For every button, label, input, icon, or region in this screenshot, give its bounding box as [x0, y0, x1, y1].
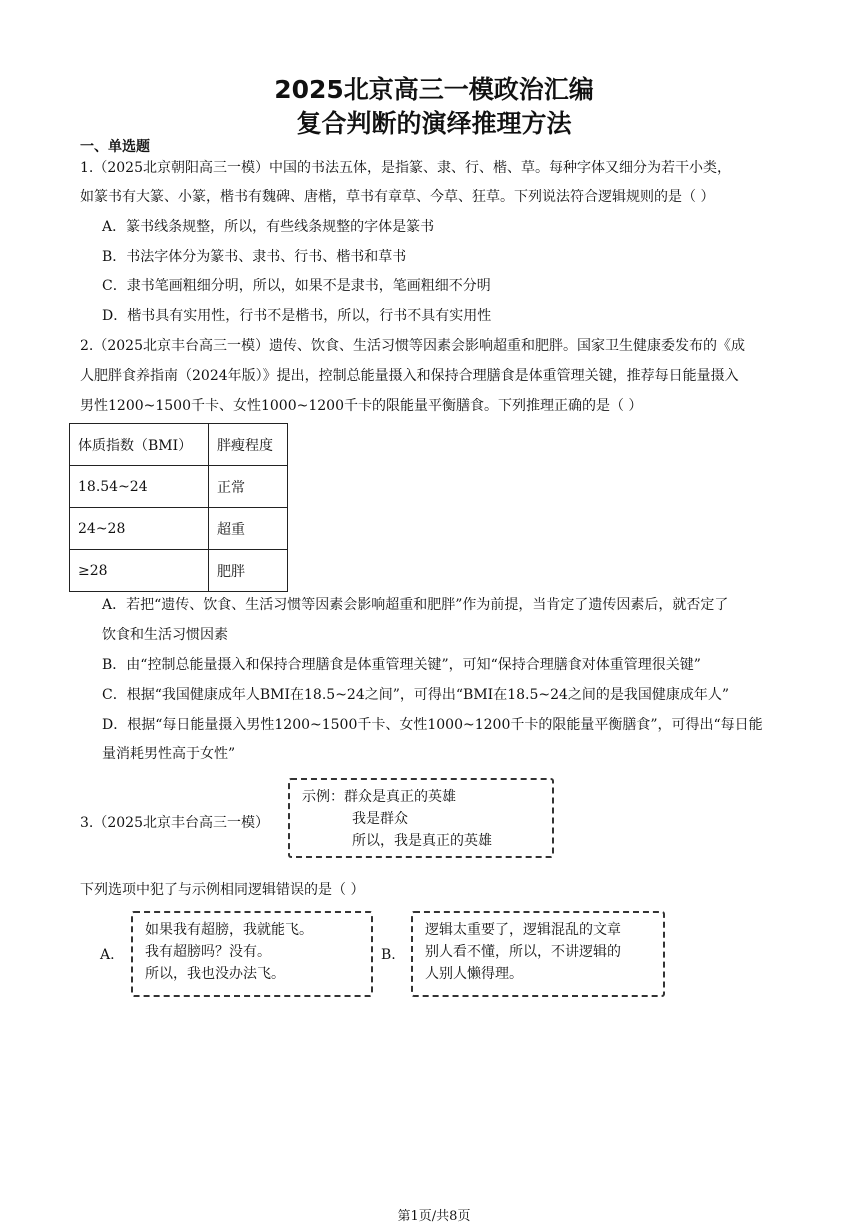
example-line: 我是群众 — [352, 811, 408, 827]
section-heading: 一、单选题 — [80, 139, 150, 155]
q1-option-b: B．书法字体分为篆书、隶书、行书、楷书和草书 — [102, 249, 407, 265]
option-box-line: 我有超膀吗？没有。 — [145, 944, 271, 960]
table-cell: 超重 — [209, 508, 288, 550]
q3-question: 下列选项中犯了与示例相同逻辑错误的是（ ） — [80, 882, 365, 898]
q2-option-c: C．根据“我国健康成年人BMI在18.5~24之间”，可得出“BMI在18.5~24之间的是我国健康成年人” — [102, 687, 730, 703]
option-box-line: 别人看不懂，所以，不讲逻辑的 — [425, 944, 621, 960]
table-header-cell: 胖瘦程度 — [209, 424, 288, 466]
option-box-line: 人别人懒得理。 — [425, 966, 523, 982]
q2-stem-line1: 2.（2025北京丰台高三一模）遗传、饮食、生活习惯等因素会影响超重和肥胖。国家卫生健康委发布的《成 — [80, 338, 745, 354]
document-subtitle: 复合判断的演绎推理方法 — [296, 109, 572, 138]
table-cell: 18.54~24 — [70, 466, 209, 508]
q2-option-d-line2: 量消耗男性高于女性” — [102, 746, 236, 762]
q1-option-d: D．楷书具有实用性，行书不是楷书，所以，行书不具有实用性 — [102, 308, 492, 324]
q2-stem-line2: 人肥胖食养指南（2024年版）》提出，控制总能量摄入和保持合理膳食是体重管理关键，推荐每日能量摄入 — [80, 368, 739, 384]
option-box-line: 所以，我也没办法飞。 — [145, 966, 285, 982]
q3-stem: 3.（2025北京丰台高三一模） — [80, 815, 269, 831]
bmi-table — [69, 423, 288, 592]
q3-option-a-box — [131, 911, 373, 997]
option-box-line: 逻辑太重要了，逻辑混乱的文章 — [425, 922, 621, 938]
q1-stem-line2: 如篆书有大篆、小篆，楷书有魏碑、唐楷，草书有章草、今草、狂草。下列说法符合逻辑规则的是（ ） — [80, 189, 715, 205]
q2-option-d-line1: D．根据“每日能量摄入男性1200~1500千卡、女性1000~1200千卡的限能量平衡膳食”，可得出“每日能 — [102, 717, 763, 733]
q1-option-a: A．篆书线条规整，所以，有些线条规整的字体是篆书 — [102, 219, 435, 235]
q1-option-c: C．隶书笔画粗细分明，所以，如果不是隶书，笔画粗细不分明 — [102, 278, 491, 294]
q3-option-a-label: A. — [100, 947, 115, 963]
page-footer: 第1页/共8页 — [397, 1209, 471, 1224]
q2-option-b: B．由“控制总能量摄入和保持合理膳食是体重管理关键”，可知“保持合理膳食对体重管理很关键” — [102, 657, 701, 673]
q1-stem-line1: 1.（2025北京朝阳高三一模）中国的书法五体，是指篆、隶、行、楷、草。每种字体又细分为若干小类， — [80, 160, 731, 176]
table-row — [70, 466, 288, 508]
q3-example-box — [288, 778, 554, 858]
q3-option-b-label: B. — [381, 947, 396, 963]
table-cell: ≥28 — [70, 550, 209, 592]
q2-stem-line3: 男性1200~1500千卡、女性1000~1200千卡的限能量平衡膳食。下列推理正确的是（ ） — [80, 398, 643, 414]
option-box-line: 如果我有超膀，我就能飞。 — [145, 922, 313, 938]
table-header-cell: 体质指数（BMI） — [70, 424, 209, 466]
table-cell: 24~28 — [70, 508, 209, 550]
q2-option-a-line1: A．若把“遗传、饮食、生活习惯等因素会影响超重和肥胖”作为前提，当肯定了遗传因素后，就否定了 — [102, 597, 729, 613]
q3-option-b-box — [411, 911, 665, 997]
example-line: 示例：群众是真正的英雄 — [302, 789, 456, 805]
table-row — [70, 508, 288, 550]
table-cell: 肥胖 — [209, 550, 288, 592]
table-row — [70, 550, 288, 592]
q2-option-a-line2: 饮食和生活习惯因素 — [102, 627, 228, 643]
example-line: 所以，我是真正的英雄 — [352, 833, 492, 849]
document-title: 2025北京高三一模政治汇编 — [274, 75, 594, 104]
table-header-row — [70, 424, 288, 466]
table-cell: 正常 — [209, 466, 288, 508]
